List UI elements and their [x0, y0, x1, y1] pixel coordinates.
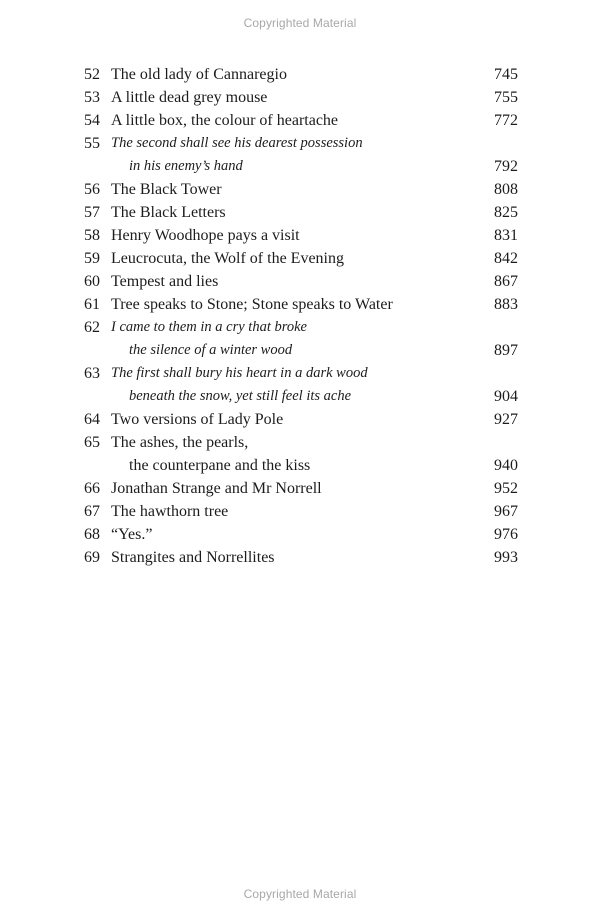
chapter-title: Jonathan Strange and Mr Norrell: [111, 480, 322, 497]
toc-entry: [84, 201, 518, 224]
toc-entry-line: [84, 155, 518, 178]
chapter-number: 62: [84, 319, 100, 336]
page-number: 897: [494, 342, 518, 359]
chapter-title: Tempest and lies: [111, 273, 219, 290]
chapter-title: The hawthorn tree: [111, 503, 229, 520]
toc-entry: [84, 270, 518, 293]
toc-entry: [84, 224, 518, 247]
toc-entry: [84, 109, 518, 132]
page-number: 831: [494, 227, 518, 244]
chapter-number: 57: [84, 204, 100, 221]
chapter-number: 53: [84, 89, 100, 106]
toc-entry-line: [84, 86, 518, 109]
chapter-title: Henry Woodhope pays a visit: [111, 227, 300, 244]
chapter-number: 68: [84, 526, 100, 543]
chapter-title: Two versions of Lady Pole: [111, 411, 284, 428]
copyright-watermark-bottom: Copyrighted Material: [243, 887, 357, 901]
toc-entry: [84, 316, 518, 362]
chapter-number: 63: [84, 365, 100, 382]
chapter-number: 69: [84, 549, 100, 566]
chapter-title: The old lady of Cannaregio: [111, 66, 287, 83]
chapter-title: in his enemy’s hand: [129, 158, 243, 174]
toc-entry-line: [84, 408, 518, 431]
chapter-number: 52: [84, 66, 100, 83]
chapter-number: 65: [84, 434, 100, 451]
toc-entry-line: [84, 385, 518, 408]
chapter-number: 66: [84, 480, 100, 497]
toc-entry: [84, 86, 518, 109]
toc-entry-line: [84, 132, 518, 155]
toc-entry-line: [84, 201, 518, 224]
toc-entry-line: [84, 270, 518, 293]
toc-entry-line: [84, 454, 518, 477]
toc-entry: [84, 500, 518, 523]
chapter-number: 54: [84, 112, 100, 129]
chapter-title: A little box, the colour of heartache: [111, 112, 339, 129]
toc-entry: [84, 477, 518, 500]
page-number: 745: [494, 66, 518, 83]
page-number: 927: [494, 411, 518, 428]
toc-entry-line: [84, 247, 518, 270]
chapter-number: 55: [84, 135, 100, 152]
chapter-number: 61: [84, 296, 100, 313]
toc-entry-line: [84, 500, 518, 523]
toc-entry: [84, 178, 518, 201]
page-number: 967: [494, 503, 518, 520]
toc-entry: [84, 63, 518, 86]
toc-entry: [84, 408, 518, 431]
toc-entry-line: [84, 339, 518, 362]
page-number: 792: [494, 158, 518, 175]
page-number: 808: [494, 181, 518, 198]
page-number: 883: [494, 296, 518, 313]
page-number: 772: [494, 112, 518, 129]
page-number: 842: [494, 250, 518, 267]
chapter-title: The second shall see his dearest possession: [111, 135, 363, 151]
chapter-title: A little dead grey mouse: [111, 89, 268, 106]
table-of-contents: [84, 63, 518, 569]
toc-entry-line: [84, 224, 518, 247]
chapter-title: The Black Tower: [111, 181, 222, 198]
toc-entry: [84, 362, 518, 408]
chapter-number: 60: [84, 273, 100, 290]
chapter-number: 64: [84, 411, 100, 428]
page-number: 952: [494, 480, 518, 497]
page-number: 755: [494, 89, 518, 106]
toc-entry-line: [84, 63, 518, 86]
chapter-title: Leucrocuta, the Wolf of the Evening: [111, 250, 344, 267]
toc-entry-line: [84, 362, 518, 385]
chapter-title: the counterpane and the kiss: [129, 457, 311, 474]
toc-entry-line: [84, 431, 518, 454]
toc-entry-line: [84, 546, 518, 569]
page-number: 993: [494, 549, 518, 566]
page-number: 825: [494, 204, 518, 221]
chapter-title: beneath the snow, yet still feel its ache: [129, 388, 352, 404]
toc-entry: [84, 247, 518, 270]
chapter-title: I came to them in a cry that broke: [111, 319, 307, 335]
chapter-title: “Yes.”: [111, 526, 153, 543]
chapter-number: 67: [84, 503, 100, 520]
toc-entry: [84, 293, 518, 316]
toc-entry: [84, 132, 518, 178]
copyright-watermark-top: Copyrighted Material: [243, 16, 357, 30]
chapter-title: The ashes, the pearls,: [111, 434, 249, 451]
toc-entry: [84, 546, 518, 569]
toc-entry-line: [84, 477, 518, 500]
toc-entry-line: [84, 178, 518, 201]
toc-entry-line: [84, 523, 518, 546]
page-number: 976: [494, 526, 518, 543]
chapter-number: 56: [84, 181, 100, 198]
chapter-title: The first shall bury his heart in a dark wood: [111, 365, 368, 381]
chapter-title: Tree speaks to Stone; Stone speaks to Water: [111, 296, 393, 313]
page-number: 904: [494, 388, 518, 405]
page-number: 867: [494, 273, 518, 290]
toc-entry-line: [84, 293, 518, 316]
chapter-title: Strangites and Norrellites: [111, 549, 275, 566]
toc-entry-line: [84, 109, 518, 132]
chapter-number: 59: [84, 250, 100, 267]
chapter-title: the silence of a winter wood: [129, 342, 293, 358]
chapter-title: The Black Letters: [111, 204, 226, 221]
chapter-number: 58: [84, 227, 100, 244]
toc-entry-line: [84, 316, 518, 339]
toc-entry: [84, 523, 518, 546]
page-number: 940: [494, 457, 518, 474]
toc-entry: [84, 431, 518, 477]
